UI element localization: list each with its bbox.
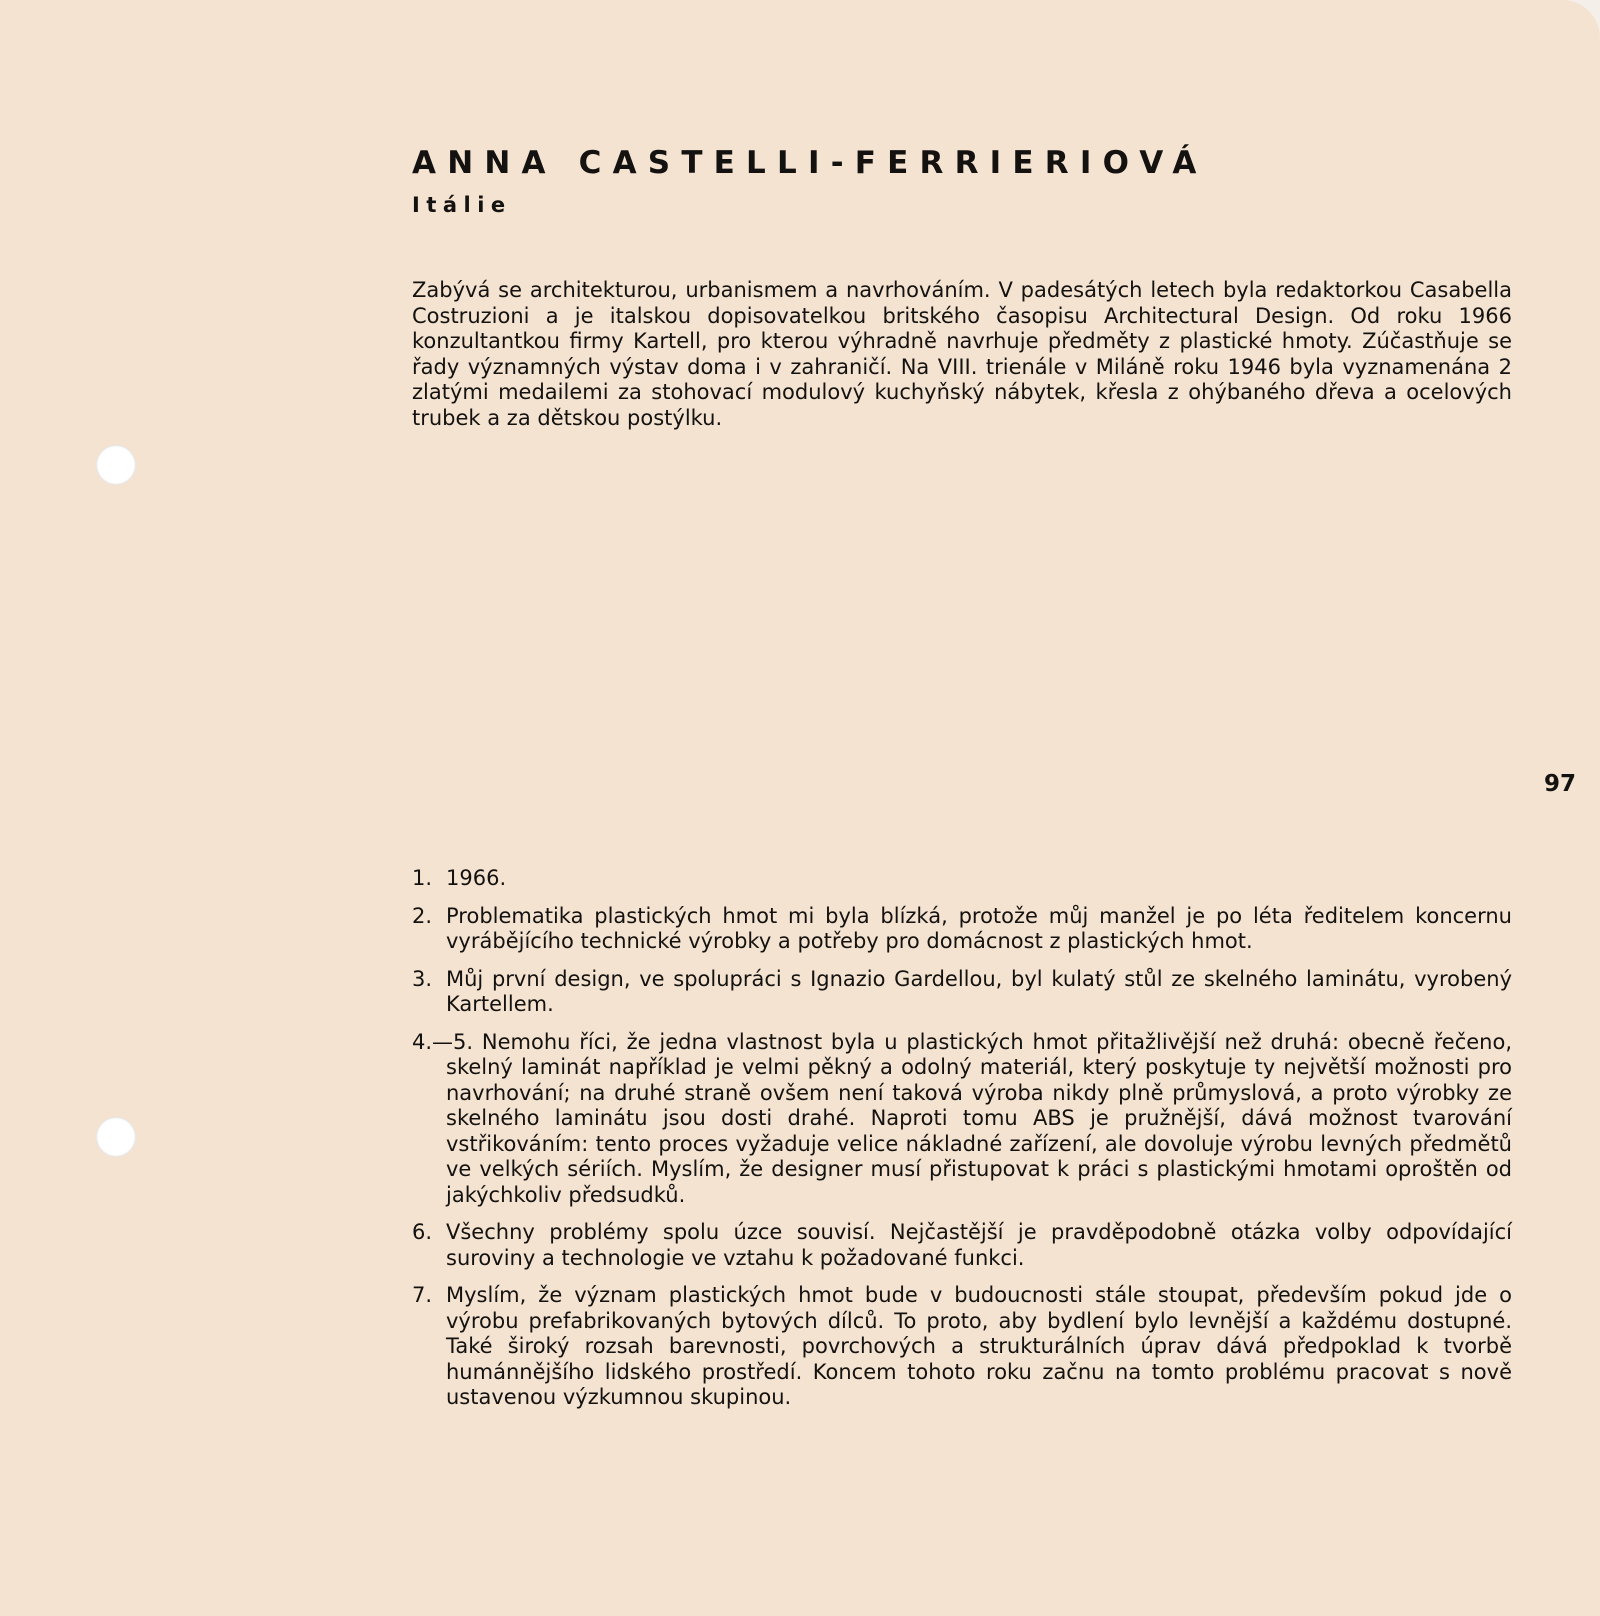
answer-text: Všechny problémy spolu úzce souvisí. Nejčastější je pravděpodobně otázka volby odpovídající suroviny a technologie ve vztahu k požadované funkci. (446, 1220, 1512, 1270)
answer-item-2 (412, 904, 1512, 955)
answer-item-1 (412, 866, 1512, 892)
answer-item-7 (412, 1283, 1512, 1411)
answer-item-6 (412, 1220, 1512, 1271)
punch-hole-bottom (96, 1117, 136, 1157)
answer-text: Myslím, že význam plastických hmot bude v budoucnosti stále stoupat, především pokud jde o výrobu prefabrikovaných bytových dílců. To proto, aby bydlení bylo levnější a každému dostupné. Také široký rozsah barevnosti, povrchových a strukturálních úprav dává předpoklad k tvorbě humánnějšího lidského prostředí. Koncem tohoto roku začnu na tomto problému pracovat s nově ustavenou výzkumnou skupinou. (446, 1283, 1512, 1409)
answer-text: Nemohu říci, že jedna vlastnost byla u plastických hmot přitažlivější než druhá: obecně řečeno, skelný laminát například je velmi pěkný a odolný materiál, který poskytuje ty největší možnosti pro navrhování; na druhé straně ovšem není taková výroba nikdy plně průmyslová, a proto výrobky ze skelného laminátu jsou dosti drahé. Naproti tomu ABS je pružnější, dává možnost tvarování vstřikováním: tento proces vyžaduje velice nákladné zařízení, ale dovoluje výrobu levných předmětů ve velkých sériích. Myslím, že designer musí přistupovat k práci s plastickými hmotami oproštěn od jakýchkoliv předsudků. (446, 1029, 1512, 1207)
answer-item-3 (412, 967, 1512, 1018)
answer-text: Můj první design, ve spolupráci s Ignazio Gardellou, byl kulatý stůl ze skelného laminátu, vyrobený Kartellem. (446, 966, 1512, 1016)
answers-list (412, 866, 1512, 1423)
answer-body (412, 1030, 1512, 1209)
answer-number: 7. (412, 1283, 433, 1307)
answer-item-4-5 (412, 1030, 1512, 1209)
punch-hole-top (96, 445, 136, 485)
answer-number: 2. (412, 903, 433, 928)
answer-number: 6. (412, 1220, 433, 1244)
answer-text: Problematika plastických hmot mi byla blízká, protože můj manžel je po léta ředitelem koncernu vyrábějícího technické výrobky a potřeby pro domácnost z plastických hmot. (446, 903, 1512, 953)
answer-number: 3. (412, 966, 433, 991)
answer-number: 1. (412, 866, 433, 890)
biography-paragraph: Zabývá se architekturou, urbanismem a navrhováním. V padesátých letech byla redaktorkou Casabella Costruzioni a je italskou dopisovatelkou britského časopisu Architectural Design. Od roku 1966 konzultantkou firmy Kartell, pro kterou výhradně navrhuje předměty z plastické hmoty. Zúčastňuje se řady významných výstav doma i v zahraničí. Na VIII. trienále v Miláně roku 1946 byla vyznamenána 2 zlatými medailemi za stohovací modulový kuchyňský nábytek, křesla z ohýbaného dřeva a ocelových trubek a za dětskou postýlku. (412, 278, 1512, 430)
author-country: Itálie (412, 193, 512, 217)
answer-text: 1966. (446, 866, 507, 890)
page-number: 97 (1544, 771, 1577, 797)
answer-number: 4.—5. (412, 1029, 474, 1054)
author-name-heading: ANNA CASTELLI-FERRIERIOVÁ (412, 145, 1208, 181)
